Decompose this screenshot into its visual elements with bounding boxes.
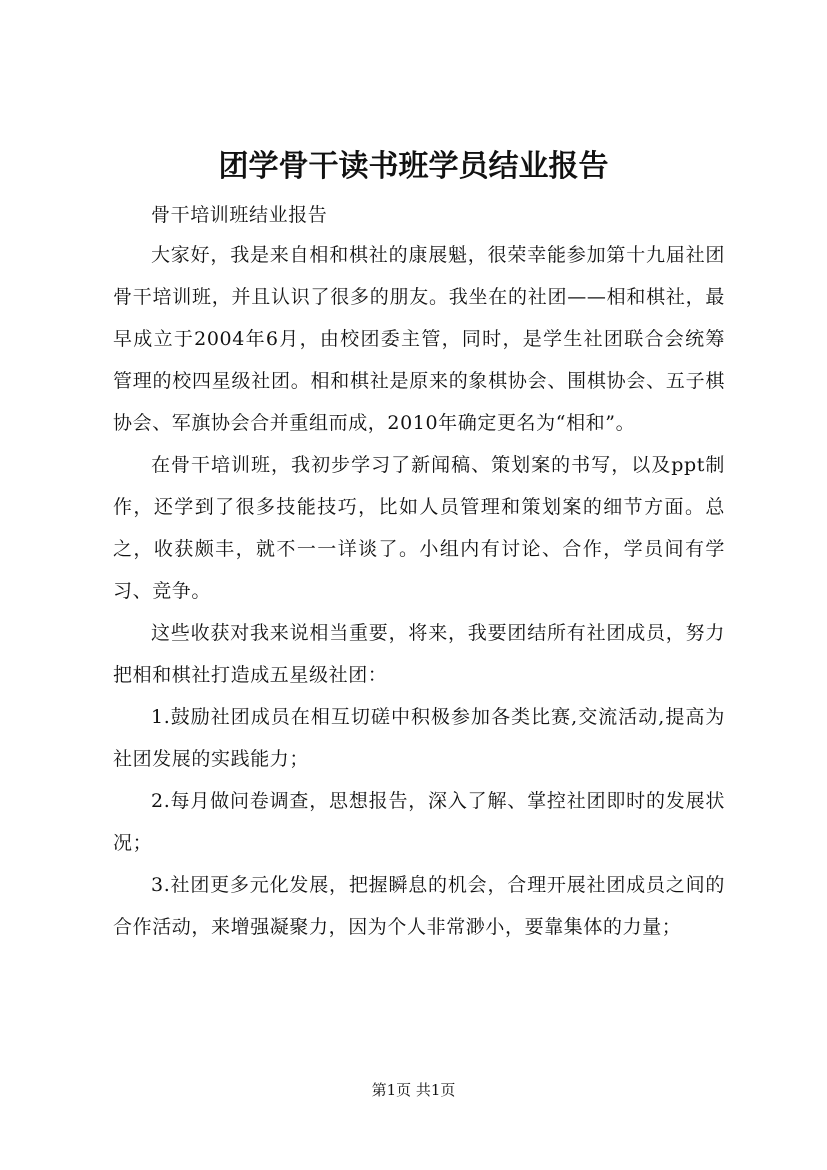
goal-item-2: 2.每月做问卷调查，思想报告，深入了解、掌控社团即时的发展状况；: [113, 790, 725, 854]
goal-item-3: 3.社团更多元化发展，把握瞬息的机会，合理开展社团成员之间的合作活动，来增强凝聚力，因为个人非常渺小，要靠集体的力量；: [113, 874, 725, 938]
page-footer: 第1页 共1页: [371, 1081, 456, 1099]
goal-item-1: 1.鼓励社团成员在相互切磋中积极参加各类比赛,交流活动,提高为社团发展的实践能力；: [113, 706, 725, 770]
training-paragraph: 在骨干培训班，我初步学习了新闻稿、策划案的书写，以及ppt制作，还学到了很多技能技巧，比如人员管理和策划案的细节方面。总之，收获颇丰，就不一一详谈了。小组内有讨论、合作，学员间有学习、竞争。: [113, 454, 725, 602]
intro-paragraph: 大家好，我是来自相和棋社的康展魁，很荣幸能参加第十九届社团骨干培训班，并且认识了很多的朋友。我坐在的社团——相和棋社，最早成立于2004年6月，由校团委主管，同时，是学生社团联合会统筹管理的校四星级社团。相和棋社是原来的象棋协会、围棋协会、五子棋协会、军旗协会合并重组而成，2010年确定更名为“相和”。: [113, 244, 725, 434]
subtitle-paragraph: 骨干培训班结业报告: [151, 204, 328, 226]
document-body: [113, 196, 725, 948]
goals-paragraph: 这些收获对我来说相当重要，将来，我要团结所有社团成员，努力把相和棋社打造成五星级社团：: [113, 622, 725, 686]
document-title: 团学骨干读书班学员结业报告: [218, 149, 609, 184]
